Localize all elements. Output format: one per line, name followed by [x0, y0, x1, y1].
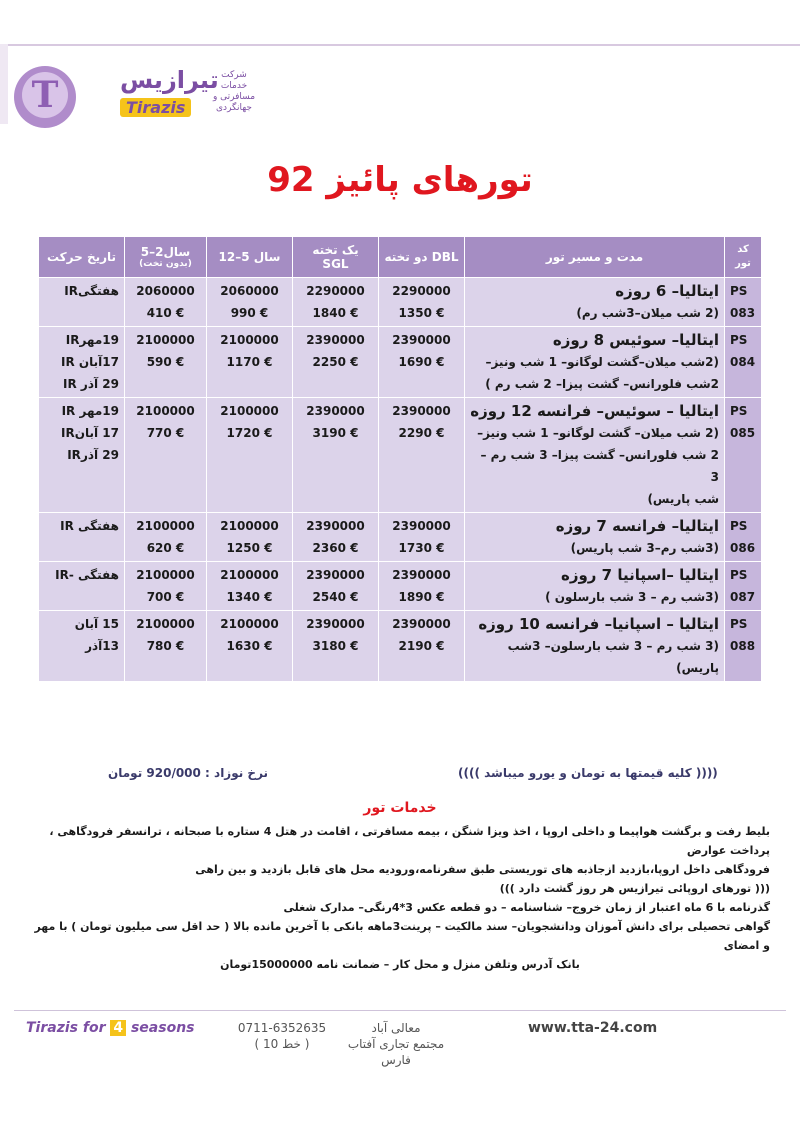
dbl-price-cell-line: 2290 € [398, 426, 445, 440]
sgl-price-cell [293, 562, 379, 611]
brand-emblem-letter: T [31, 74, 59, 116]
tour-itinerary-line: 2شب فلورانس– گشت پیزا– 2 شب رم ) [485, 377, 719, 391]
route-cell [465, 562, 725, 611]
footer-divider [14, 1010, 786, 1011]
departure-date-cell [39, 562, 125, 611]
child12-price-cell [207, 562, 293, 611]
tour-itinerary-line: (2شب میلان–گشت لوگانو– 1 شب ونیز– [485, 355, 719, 369]
departure-date-cell [39, 278, 125, 327]
tour-code-cell-line: PS 085 [730, 404, 756, 440]
route-cell [465, 278, 725, 327]
child12-price-cell-line: 2100000 [220, 333, 279, 347]
child5-price-cell-line: 620 € [146, 541, 185, 555]
footer-logo [26, 1020, 195, 1036]
dbl-price-cell-line: 1350 € [398, 306, 445, 320]
tour-code-cell-line: PS 083 [730, 284, 756, 320]
header-child5 [125, 237, 207, 278]
child5-price-cell [125, 611, 207, 682]
dbl-price-cell-line: 1690 € [398, 355, 445, 369]
documents-line: بانک آدرس وتلفن منزل و محل کار – ضمانت نامه 15000000تومان [220, 958, 580, 971]
brand-emblem [14, 66, 76, 128]
sgl-price-cell [293, 513, 379, 562]
footer-phone-number: 0711-6352635 [237, 1021, 327, 1035]
child12-price-cell [207, 327, 293, 398]
dbl-price-cell-line: 1730 € [398, 541, 445, 555]
child12-price-cell-line: 1340 € [226, 590, 273, 604]
child5-price-cell-line: 780 € [146, 639, 185, 653]
departure-date-cell-line: 19مهر IR [61, 404, 119, 418]
departure-date-cell-line: 17آبان IR [61, 355, 119, 369]
dbl-price-cell-line: 2390000 [392, 519, 451, 533]
tour-code-cell [725, 327, 762, 398]
header-accent [0, 44, 8, 124]
child5-price-cell [125, 278, 207, 327]
tour-code-cell-line: PS 084 [730, 333, 756, 369]
table-row [39, 398, 762, 513]
header-child5-sub: (بدون تخت) [139, 259, 192, 269]
services-line: ((( تورهای اروپائی تیرازیس هر روز گشت دارد ))) [499, 882, 770, 895]
header-sgl: یک تخته SGL [293, 237, 379, 278]
departure-date-cell [39, 327, 125, 398]
sgl-price-cell-line: 2360 € [312, 541, 359, 555]
child12-price-cell-line: 990 € [230, 306, 269, 320]
tour-name: ایتالیا –اسپانیا 7 روزه [560, 566, 719, 584]
tour-code-cell [725, 278, 762, 327]
child5-price-cell [125, 327, 207, 398]
sgl-price-cell [293, 327, 379, 398]
departure-date-cell-line: 17 آبانIR [61, 426, 119, 440]
departure-date-cell-line: 19مهرIR [65, 333, 119, 347]
tour-itinerary-line: (3 شب رم – 3 شب بارسلون– 3شب پاریس) [507, 639, 719, 675]
sgl-price-cell-line: 2250 € [312, 355, 359, 369]
sgl-price-cell-line: 2390000 [306, 519, 365, 533]
departure-date-cell-line: 15 آبان [74, 617, 119, 631]
tour-code-cell-line: PS 087 [730, 568, 756, 604]
dbl-price-cell-line: 2390000 [392, 568, 451, 582]
footer-website-link[interactable]: www.tta-24.com [528, 1020, 658, 1036]
table-row [39, 327, 762, 398]
tour-name: ایتالیا – سوئیس– فرانسه 12 روزه [470, 402, 719, 420]
child5-price-cell-line: 2100000 [136, 617, 195, 631]
child12-price-cell-line: 1720 € [226, 426, 273, 440]
dbl-price-cell [379, 562, 465, 611]
child12-price-cell-line: 1250 € [226, 541, 273, 555]
sgl-price-cell [293, 398, 379, 513]
footer-address [336, 1020, 456, 1068]
child12-price-cell-line: 2100000 [220, 404, 279, 418]
dbl-price-cell-line: 2290000 [392, 284, 451, 298]
page-title: تورهای پائیز 92 [267, 160, 533, 200]
child12-price-cell-line: 1170 € [226, 355, 273, 369]
tour-name: ایتالیا– سوئیس 8 روزه [552, 331, 719, 349]
departure-date-cell-line: هفتگیIR [64, 284, 119, 298]
departure-date-cell-line: هفتگی IR [60, 519, 119, 533]
tour-itinerary-line: (2 شب میلان– گشت لوگانو– 1 شب ونیز– [477, 426, 719, 440]
child12-price-cell [207, 611, 293, 682]
table-row [39, 562, 762, 611]
dbl-price-cell [379, 398, 465, 513]
child5-price-cell [125, 513, 207, 562]
child12-price-cell-line: 2100000 [220, 568, 279, 582]
dbl-price-cell [379, 327, 465, 398]
brand-name-en: Tirazis [120, 98, 191, 117]
dbl-price-cell [379, 513, 465, 562]
dbl-price-cell-line: 2390000 [392, 404, 451, 418]
tour-itinerary-line: شب پاریس) [647, 492, 719, 506]
sgl-price-cell-line: 2390000 [306, 617, 365, 631]
child12-price-cell-line: 2100000 [220, 519, 279, 533]
dbl-price-cell-line: 1890 € [398, 590, 445, 604]
route-cell [465, 327, 725, 398]
brand-subtitle: شرکت خدمات مسافرتی و جهانگردی [212, 70, 256, 113]
table-header-row [39, 237, 762, 278]
departure-date-cell-line: 29 آذر IR [63, 377, 119, 391]
services-line: فرودگاهی داخل اروپا،بازدید ازجاذبه های توریستی طبق سفرنامه،ورودیه محل های قابل بازدید و بین راهی [195, 863, 770, 876]
footer-address-line1: معالی آباد [371, 1021, 421, 1035]
table-row [39, 278, 762, 327]
tour-code-cell [725, 611, 762, 682]
tour-code-cell [725, 562, 762, 611]
departure-date-cell-line: هفتگی -IR [55, 568, 119, 582]
sgl-price-cell-line: 2540 € [312, 590, 359, 604]
header-divider [0, 44, 800, 46]
header-dbl: دو تخته DBL [379, 237, 465, 278]
header-route: مدت و مسیر تور [465, 237, 725, 278]
tour-code-cell-line: PS 088 [730, 617, 756, 653]
currency-note: (((( کلیه قیمتها به تومان و یورو میباشد )))) [458, 766, 718, 780]
child5-price-cell-line: 700 € [146, 590, 185, 604]
tour-code-cell [725, 398, 762, 513]
dbl-price-cell [379, 611, 465, 682]
departure-date-cell-line: 29 آذرIR [67, 448, 119, 462]
brand-logo [114, 66, 219, 126]
documents-line: گذرنامه با 6 ماه اعتبار از زمان خروج– شناسنامه – دو قطعه عکس 3*4رنگی– مدارک شغلی [283, 901, 770, 914]
child12-price-cell-line: 1630 € [226, 639, 273, 653]
child12-price-cell-line: 2100000 [220, 617, 279, 631]
dbl-price-cell [379, 278, 465, 327]
footer-logo-right: seasons [130, 1020, 195, 1036]
sgl-price-cell-line: 2390000 [306, 568, 365, 582]
header-child12: 12–5 سال [207, 237, 293, 278]
header-code: کد تور [725, 237, 762, 278]
brand-name-fa: تیرازیس [120, 66, 219, 94]
tour-code-cell [725, 513, 762, 562]
services-title: خدمات تور [363, 800, 437, 816]
services-paragraph [30, 822, 770, 898]
sgl-price-cell-line: 3190 € [312, 426, 359, 440]
route-cell [465, 513, 725, 562]
sgl-price-cell-line: 3180 € [312, 639, 359, 653]
header-child5-label: 5–2سال [140, 245, 191, 259]
departure-date-cell-line: 13آذر [85, 639, 119, 653]
header-date: تاریخ حرکت [39, 237, 125, 278]
tour-name: ایتالیا– فرانسه 7 روزه [555, 517, 719, 535]
tours-table [38, 236, 762, 682]
dbl-price-cell-line: 2190 € [398, 639, 445, 653]
child5-price-cell-line: 590 € [146, 355, 185, 369]
tour-code-cell-line: PS 086 [730, 519, 756, 555]
footer-phone [232, 1020, 332, 1052]
tour-name: ایتالیا – اسپانیا– فرانسه 10 روزه [478, 615, 719, 633]
tour-name: ایتالیا– 6 روزه [615, 282, 719, 300]
departure-date-cell [39, 611, 125, 682]
child5-price-cell-line: 2100000 [136, 333, 195, 347]
departure-date-cell [39, 513, 125, 562]
child12-price-cell [207, 513, 293, 562]
route-cell [465, 398, 725, 513]
sgl-price-cell-line: 2290000 [306, 284, 365, 298]
sgl-price-cell [293, 611, 379, 682]
child5-price-cell-line: 2100000 [136, 568, 195, 582]
table-row [39, 513, 762, 562]
sgl-price-cell-line: 2390000 [306, 404, 365, 418]
child5-price-cell-line: 410 € [146, 306, 185, 320]
child5-price-cell [125, 562, 207, 611]
dbl-price-cell-line: 2390000 [392, 333, 451, 347]
dbl-price-cell-line: 2390000 [392, 617, 451, 631]
tour-itinerary-line: 2 شب فلورانس– گشت پیزا– 3 شب رم – 3 [480, 448, 719, 484]
footer-logo-left: Tirazis for [26, 1020, 106, 1036]
sgl-price-cell [293, 278, 379, 327]
services-line: بلیط رفت و برگشت هواپیما و داخلی اروپا ، اخذ ویزا شنگن ، بیمه مسافرتی ، اقامت در هتل 4 ستاره با صبحانه ، ترانسفر فرودگاهی ، پرداخت عوارض [49, 825, 770, 857]
child5-price-cell-line: 2100000 [136, 519, 195, 533]
child5-price-cell-line: 770 € [146, 426, 185, 440]
child12-price-cell [207, 278, 293, 327]
infant-price-note: نرخ نوزاد : 920/000 تومان [108, 766, 269, 780]
child5-price-cell-line: 2060000 [136, 284, 195, 298]
departure-date-cell [39, 398, 125, 513]
child5-price-cell [125, 398, 207, 513]
sgl-price-cell-line: 2390000 [306, 333, 365, 347]
child5-price-cell-line: 2100000 [136, 404, 195, 418]
table-row [39, 611, 762, 682]
tour-itinerary-line: (3شب رم–3 شب پاریس) [570, 541, 719, 555]
documents-line: گواهی تحصیلی برای دانش آموزان ودانشجویان– سند مالکیت – پرینت3ماهه بانکی با آخرین مانده بالا ( حد اقل سی میلیون تومان ) با مهر و امضای [34, 920, 770, 952]
child12-price-cell [207, 398, 293, 513]
route-cell [465, 611, 725, 682]
tour-itinerary-line: (3شب رم – 3 شب بارسلون ) [545, 590, 719, 604]
documents-paragraph [30, 898, 770, 974]
tour-itinerary-line: (2 شب میلان–3شب رم) [576, 306, 719, 320]
footer-phone-lines: ( 10 خط ) [254, 1037, 310, 1051]
footer-address-line2: مجتمع تجاری آفتاب فارس [347, 1037, 445, 1067]
sgl-price-cell-line: 1840 € [312, 306, 359, 320]
child12-price-cell-line: 2060000 [220, 284, 279, 298]
footer-logo-four: 4 [110, 1020, 126, 1036]
